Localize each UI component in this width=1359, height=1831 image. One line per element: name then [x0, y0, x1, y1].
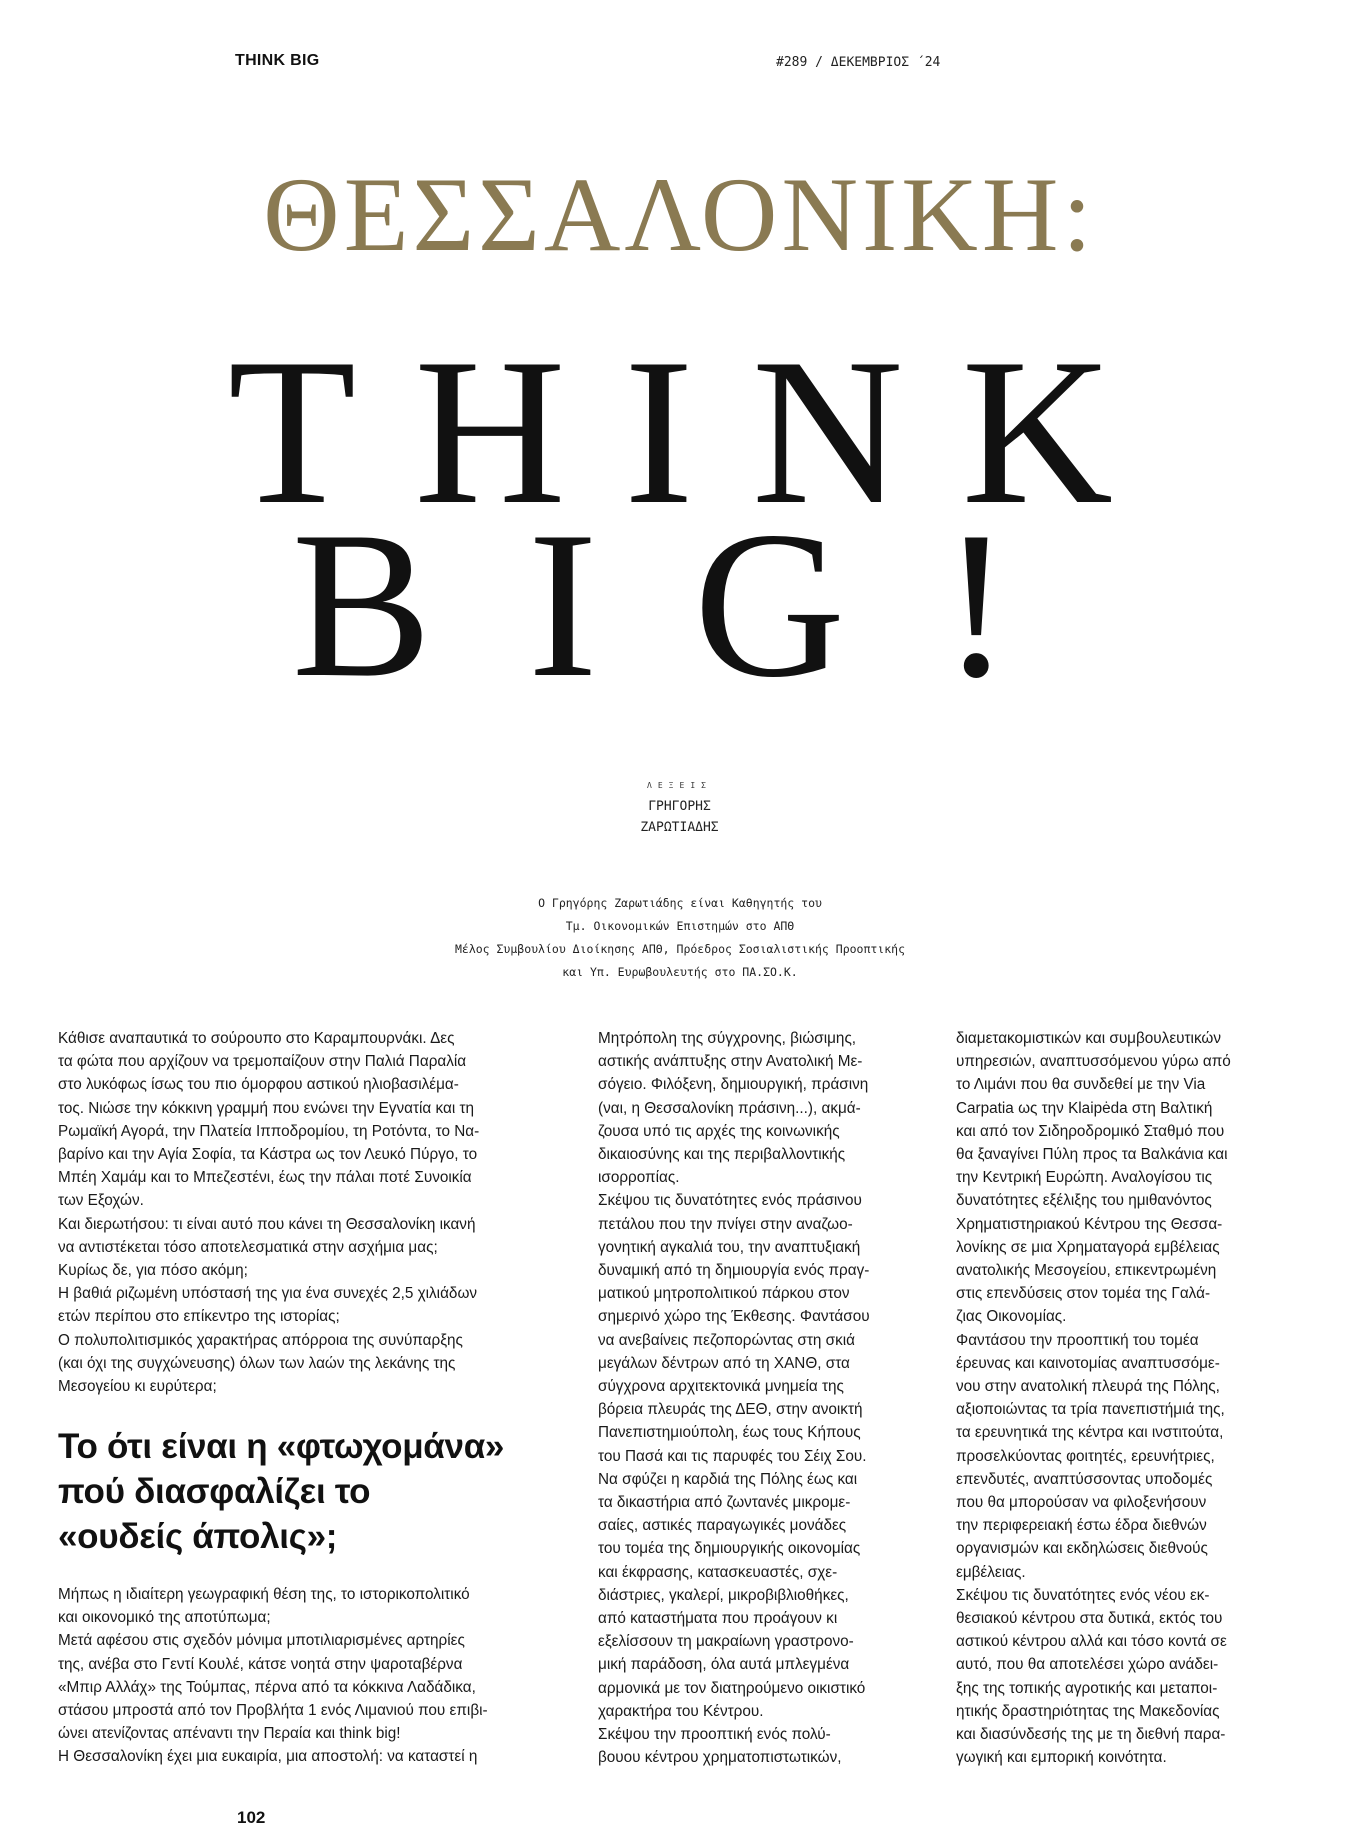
article-column-1-bottom [58, 1583, 568, 1769]
text-line: βαρίνο και την Αγία Σοφία, τα Κάστρα ως τον Λευκό Πύργο, το [58, 1146, 478, 1164]
text-line: (και όχι της συγχώνευσης) όλων των λαών της λεκάνης της [58, 1354, 456, 1372]
byline-name-last: ΖΑΡΩΤΙΑΔΗΣ [640, 820, 719, 835]
text-line: ισορροπίας. [598, 1169, 680, 1187]
text-line: Σκέψου τις δυνατότητες ενός νέου εκ- [956, 1586, 1210, 1604]
text-line: θα ξαναγίνει Πύλη προς τα Βαλκάνια και [956, 1146, 1228, 1164]
text-line: εμβέλειας. [956, 1563, 1026, 1581]
text-line: σημερινό χώρο της Έκθεσης. Φαντάσου [598, 1308, 870, 1326]
text-line: του Πασά και τις παρυφές του Σέιχ Σου. [598, 1447, 867, 1465]
text-line: και διασύνδεσής της με τη διεθνή παρα- [956, 1726, 1226, 1744]
text-line: από καταστήματα που προάγουν κι [598, 1610, 838, 1628]
text-line: ζουσα υπό τις αρχές της κοινωνικής [598, 1122, 840, 1140]
text-line: μική παράδοση, όλα αυτά μπλεγμένα [598, 1656, 850, 1674]
issue-date: #289 / ΔΕΚΕΜΒΡΙΟΣ ΄24 [776, 55, 941, 70]
text-line: Κάθισε αναπαυτικά το σούρουπο στο Καραμπουρνάκι. Δες [58, 1030, 455, 1047]
text-line: την Κεντρική Ευρώπη. Αναλογίσου τις [956, 1169, 1213, 1187]
text-line: αξιοποιώντας τα τρία πανεπιστήμιά της, [956, 1401, 1225, 1419]
text-line: πετάλου που την πνίγει στην αναζωο- [598, 1215, 853, 1233]
text-line: λονίκης σε μια Χρηματαγορά εμβέλειας [956, 1238, 1220, 1256]
text-line: ζιας Οικονομίας. [956, 1308, 1067, 1326]
text-line: Μετά αφέσου στις σχεδόν μόνιμα μποτιλιαρισμένες αρτηρίες [58, 1632, 465, 1650]
text-line: του τομέα της δημιουργικής οικονομίας [598, 1540, 861, 1558]
text-line: σύγχρονα αρχιτεκτονικά μνημεία της [598, 1378, 844, 1396]
text-line: και από τον Σιδηροδρομικό Σταθμό που [956, 1122, 1225, 1140]
article-column-2 [598, 1027, 928, 1770]
text-line: να ανεβαίνεις πεζοπορώντας στη σκιά [598, 1331, 855, 1349]
text-line: Μεσογείου κι ευρύτερα; [58, 1378, 217, 1396]
pull-quote [58, 1424, 578, 1559]
text-line: στο λυκόφως ίσως του πιο όμορφου αστικού ηλιοβασιλέμα- [58, 1076, 459, 1094]
text-line: δυνατότητες εξέλιξης του ημιθανόντος [956, 1192, 1212, 1210]
text-line: Φαντάσου την προοπτική του τομέα [956, 1331, 1199, 1349]
text-line: δικαιοσύνης και της περιβαλλοντικής [598, 1146, 846, 1164]
author-bio [330, 892, 1030, 984]
text-line: τος. Νιώσε την κόκκινη γραμμή που ενώνει την Εγνατία και τη [58, 1099, 475, 1117]
text-line: Σκέψου τις δυνατότητες ενός πράσινου [598, 1192, 862, 1210]
text-line: αστικής ανάπτυξης στην Ανατολική Με- [598, 1053, 863, 1071]
text-line: προσελκύοντας φοιτητές, ερευνήτριες, [956, 1447, 1215, 1465]
text-line: νου στην ανατολική πλευρά της Πόλης, [956, 1378, 1220, 1396]
text-line: επενδυτές, αναπτύσσοντας υποδομές [956, 1470, 1213, 1488]
title-line-2: BIG! [291, 489, 1108, 721]
text-line: αρμονικά με τον διατηρούμενο οικιστικό [598, 1679, 866, 1697]
text-line: και οικονομικό της αποτύπωμα; [58, 1609, 271, 1627]
bio-line: και Υπ. Ευρωβουλευτής στο ΠΑ.ΣΟ.Κ. [562, 965, 798, 979]
text-line: να αντιστέκεται τόσο αποτελεσματικά στην ασχήμια μας; [58, 1238, 438, 1256]
page-number: 102 [237, 1808, 266, 1827]
text-line: στάσου μπροστά από τον Προβλήτα 1 ενός Λιμανιού που επιβι- [58, 1702, 488, 1720]
pull-quote-line: πού διασφαλίζει το [58, 1472, 371, 1511]
text-line: ώνει ατενίζοντας απέναντι την Περαία και think big! [58, 1725, 401, 1743]
text-line: και έκφρασης, κατασκευαστές, σχε- [598, 1563, 838, 1581]
text-line: χαρακτήρα του Κέντρου. [598, 1702, 764, 1720]
text-line: που θα μπορούσαν να φιλοξενήσουν [956, 1494, 1207, 1512]
text-line: Η βαθιά ριζωμένη υπόστασή της για ένα συνεχές 2,5 χιλιάδων [58, 1285, 478, 1303]
text-line: την περιφερειακή έστω έδρα διεθνών [956, 1517, 1207, 1535]
text-line: γωγική και εμπορική κοινότητα. [956, 1749, 1167, 1767]
text-line: στις επενδύσεις στον τομέα της Γαλά- [956, 1285, 1211, 1303]
text-line: τα ερευνητικά της κέντρα και ινστιτούτα, [956, 1424, 1224, 1442]
text-line: τα φώτα που αρχίζουν να τρεμοπαίζουν στην Παλιά Παραλία [58, 1053, 467, 1071]
text-line: Μπέη Χαμάμ και το Μπεζεστένι, έως την πάλαι ποτέ Συνοικία [58, 1169, 472, 1187]
text-line: Ρωμαϊκή Αγορά, την Πλατεία Ιπποδρομίου, τη Ροτόντα, το Να- [58, 1122, 480, 1140]
text-line: έρευνας και καινοτομίας αναπτυσσόμε- [956, 1354, 1220, 1372]
text-line: Κυρίως δε, για πόσο ακόμη; [58, 1262, 248, 1280]
text-line: (ναι, η Θεσσαλονίκη πράσινη...), ακμά- [598, 1099, 861, 1117]
title-kicker: ΘΕΣΣΑΛΟΝΙΚΗ: [263, 156, 1096, 273]
bio-line: Τμ. Οικονομικών Επιστημών στο ΑΠΘ [565, 919, 795, 933]
text-line: ετών περίπου στο επίκεντρο της ιστορίας; [58, 1308, 340, 1326]
text-line: ανατολικής Μεσογείου, επικεντρωμένη [956, 1262, 1217, 1280]
text-line: Μήπως η ιδιαίτερη γεωγραφική θέση της, το ιστορικοπολιτικό [58, 1586, 470, 1603]
byline-label: ΛΕΞΕΙΣ [647, 781, 712, 790]
text-line: το Λιμάνι που θα συνδεθεί με την Via [956, 1076, 1206, 1094]
text-line: Μητρόπολη της σύγχρονης, βιώσιμης, [598, 1030, 857, 1047]
text-line: «Μπιρ Αλλάχ» της Τούμπας, πέρνα από τα κόκκινα Λαδάδικα, [58, 1678, 476, 1696]
article-column-1-top [58, 1027, 568, 1398]
pull-quote-line: «ουδείς άπολις»; [58, 1517, 338, 1556]
pull-quote-line: Το ότι είναι η «φτωχομάνα» [58, 1427, 505, 1466]
bio-line: Ο Γρηγόρης Ζαρωτιάδης είναι Καθηγητής του [538, 896, 822, 910]
text-line: σόγειο. Φιλόξενη, δημιουργική, πράσινη [598, 1076, 869, 1094]
text-line: αυτό, που θα αποτελέσει χώρο ανάδει- [956, 1656, 1219, 1674]
text-line: γονητική αγκαλιά του, την αναπτυξιακή [598, 1238, 861, 1256]
text-line: Να σφύζει η καρδιά της Πόλης έως και [598, 1470, 858, 1488]
text-line: ξης της τοπικής αγροτικής και μεταποι- [956, 1679, 1218, 1697]
text-line: Carpatia ως την Klaipėda στη Βαλτική [956, 1099, 1213, 1117]
section-label: THINK BIG [235, 52, 320, 69]
text-line: βόρεια πλευράς της ΔΕΘ, στην ανοικτή [598, 1401, 863, 1419]
text-line: ητικής δραστηριότητας της Μακεδονίας [956, 1702, 1220, 1720]
text-line: σαίες, αστικές παραγωγικές μονάδες [598, 1517, 847, 1535]
text-line: διαμετακομιστικών και συμβουλευτικών [956, 1030, 1221, 1047]
text-line: Πανεπιστημιούπολη, έως τους Κήπους [598, 1424, 861, 1442]
text-line: Ο πολυπολιτισμικός χαρακτήρας απόρροια της συνύπαρξης [58, 1331, 463, 1349]
text-line: ματικού μητροπολιτικού πάρκου στον [598, 1285, 850, 1303]
text-line: υπηρεσιών, αναπτυσσόμενου γύρω από [956, 1053, 1231, 1071]
text-line: διάστριες, γκαλερί, μικροβιβλιοθήκες, [598, 1586, 849, 1604]
article-column-3 [956, 1027, 1291, 1770]
text-line: οργανισμών και εκδηλώσεις διεθνούς [956, 1540, 1208, 1558]
byline-name-first: ΓΡΗΓΟΡΗΣ [648, 799, 711, 814]
text-line: εξελίσσουν τη μακραίωνη γραστρονο- [598, 1633, 854, 1651]
text-line: της, ανέβα στο Γεντί Κουλέ, κάτσε νοητά στην ψαροταβέρνα [58, 1655, 463, 1673]
title-line-1: THINK [227, 316, 1172, 548]
text-line: βουου κέντρου χρηματοπιστωτικών, [598, 1749, 842, 1767]
text-line: θεσιακού κέντρου στα δυτικά, εκτός του [956, 1610, 1223, 1628]
text-line: των Εξοχών. [58, 1192, 144, 1210]
bio-line: Μέλος Συμβουλίου Διοίκησης ΑΠΘ, Πρόεδρος Σοσιαλιστικής Προοπτικής [454, 942, 906, 956]
text-line: δυναμική από τη δημιουργία ενός πραγ- [598, 1262, 870, 1280]
text-line: Η Θεσσαλονίκη έχει μια ευκαιρία, μια αποστολή: να καταστεί η [58, 1748, 478, 1766]
text-line: τα δικαστήρια από ζωντανές μικρομε- [598, 1494, 851, 1512]
text-line: αστικού κέντρου αλλά και τόσο κοντά σε [956, 1633, 1227, 1651]
text-line: Σκέψου την προοπτική ενός πολύ- [598, 1726, 831, 1744]
text-line: Χρηματιστηριακού Κέντρου της Θεσσα- [956, 1215, 1223, 1233]
byline-name [0, 796, 1359, 838]
text-line: μεγάλων δέντρων από τη ΧΑΝΘ, στα [598, 1354, 850, 1372]
text-line: Και διερωτήσου: τι είναι αυτό που κάνει τη Θεσσαλονίκη ικανή [58, 1215, 476, 1233]
